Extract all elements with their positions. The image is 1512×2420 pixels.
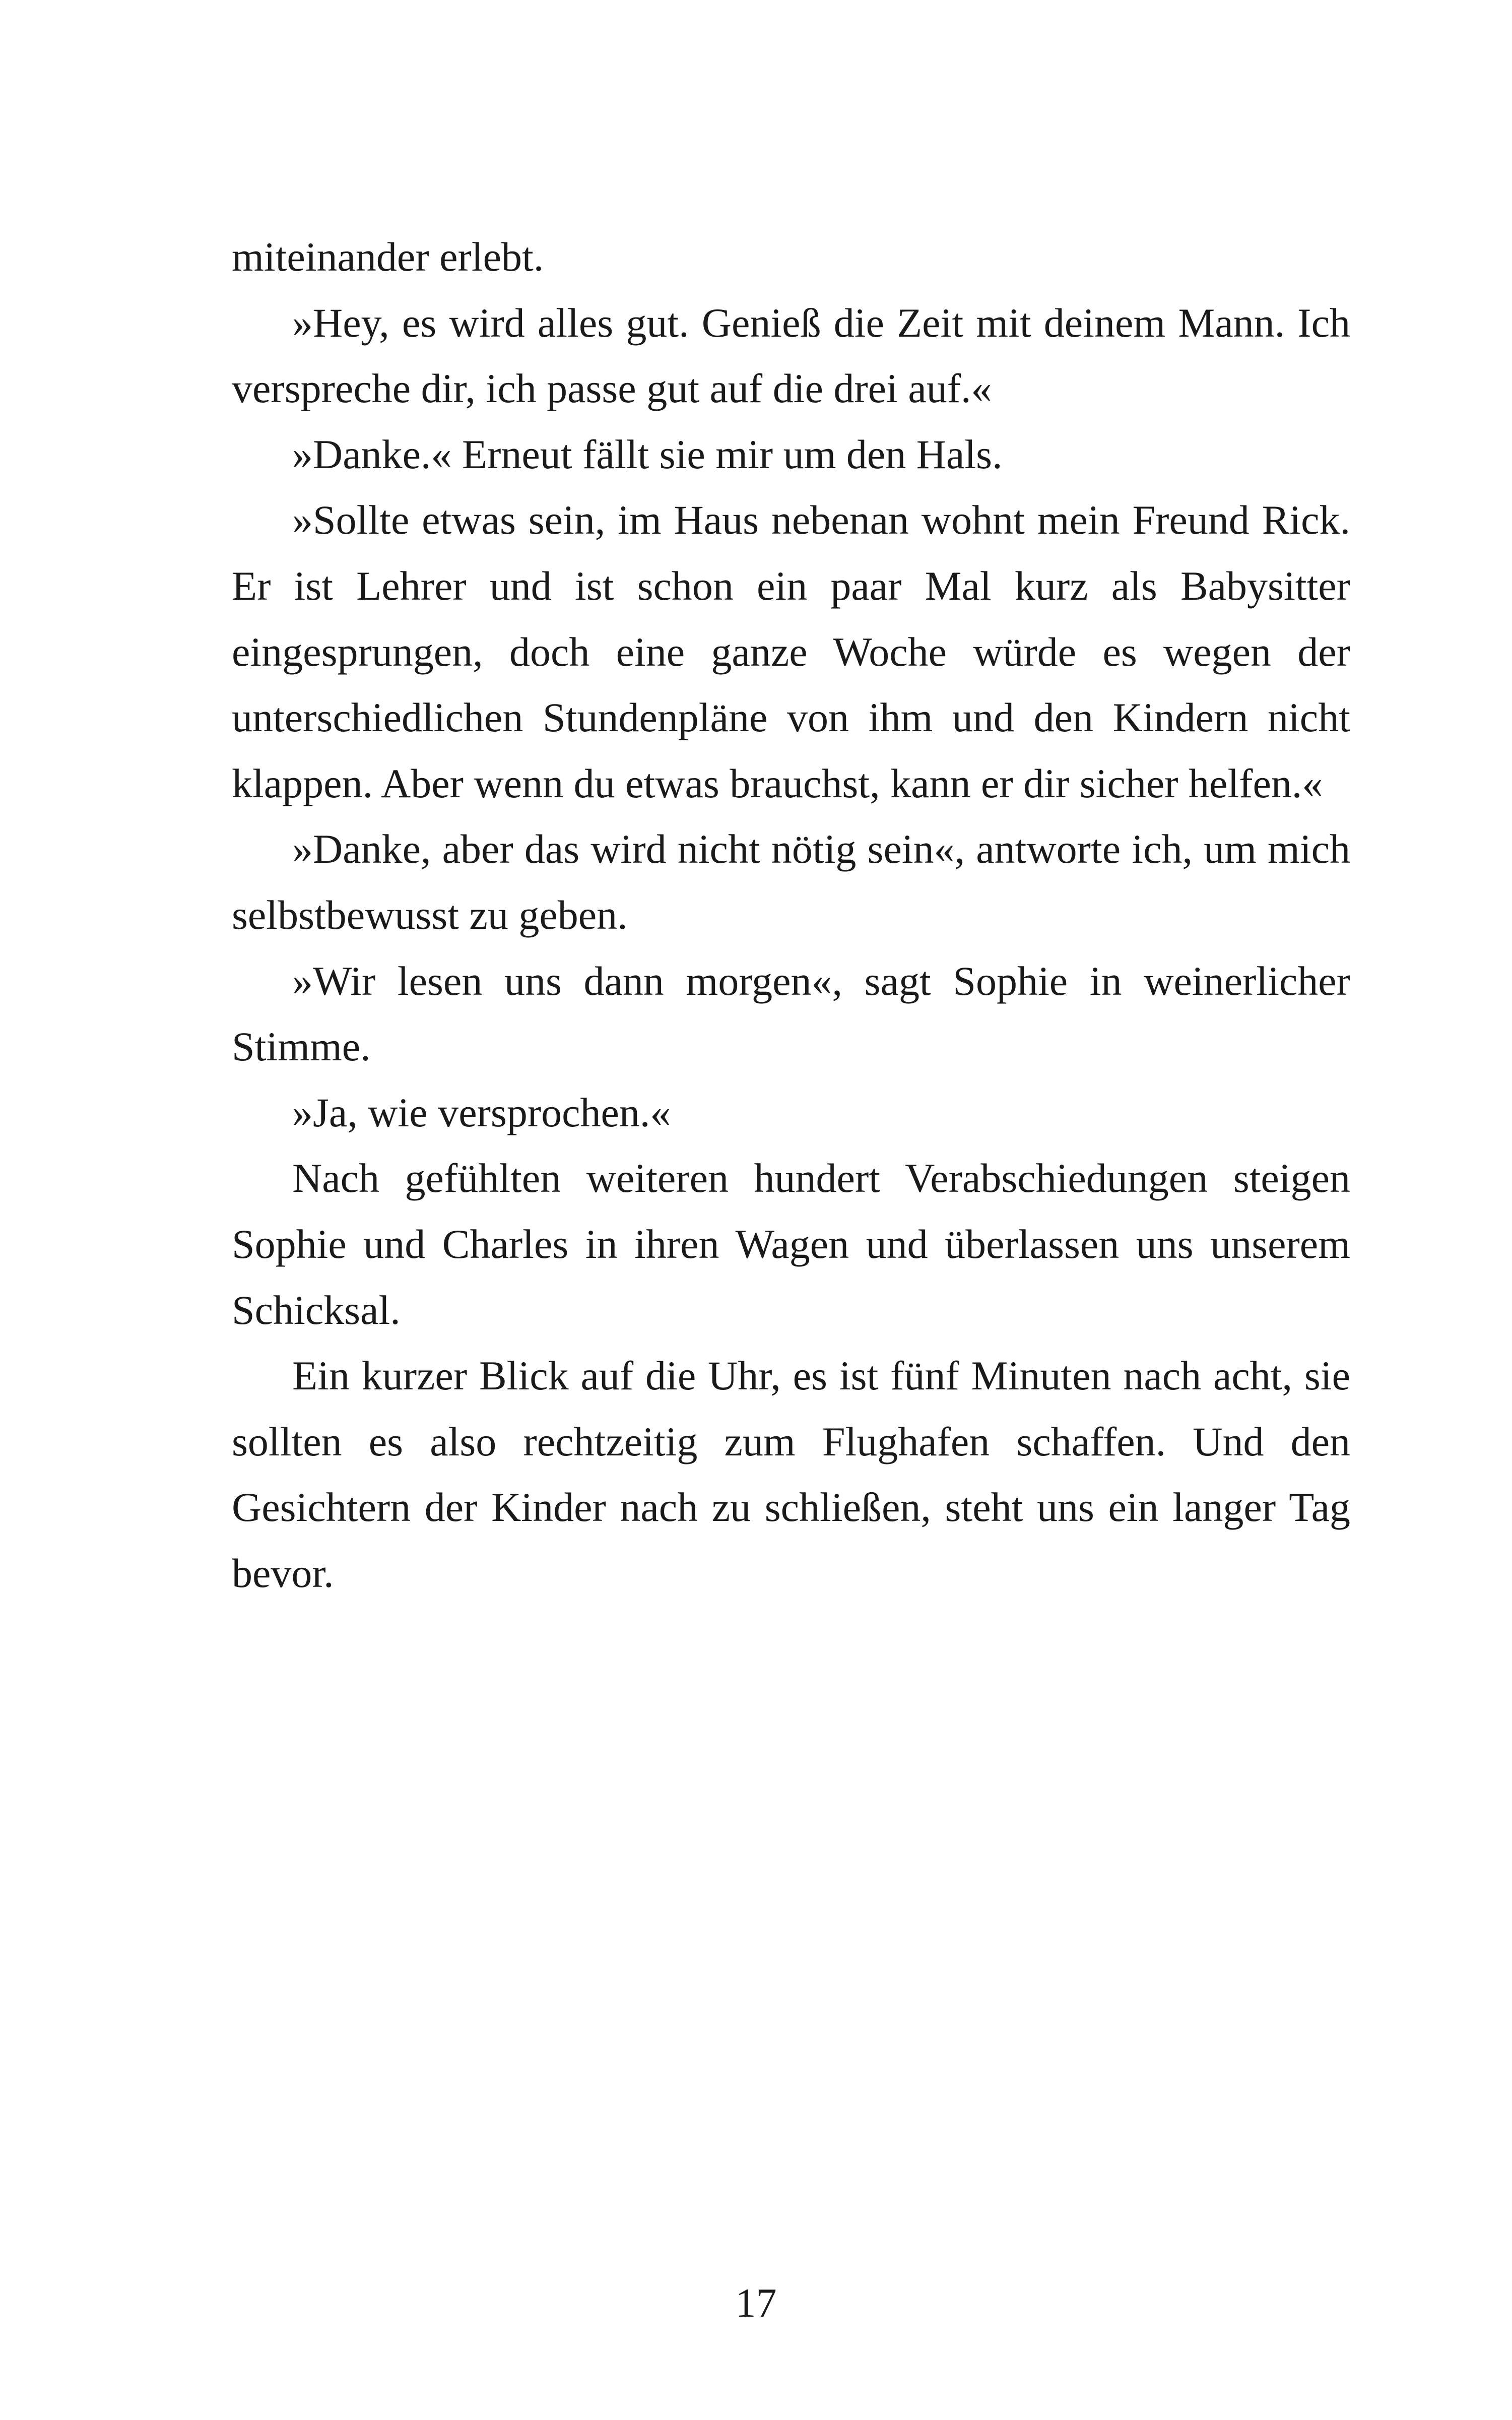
paragraph: »Hey, es wird alles gut. Genieß die Zeit mit deinem Mann. Ich verspreche dir, ich passe gut auf die drei auf.« — [232, 299, 1350, 412]
paragraph: »Wir lesen uns dann morgen«, sagt Sophie in weinerlicher Stimme. — [232, 958, 1350, 1070]
paragraph: Nach gefühlten weiteren hundert Verabschiedungen steigen Sophie und Charles in ihren Wagen und überlassen uns unserem Schicksal. — [232, 1155, 1350, 1333]
paragraph: »Danke.« Erneut fällt sie mir um den Hals. — [292, 431, 1003, 477]
paragraph: »Ja, wie versprochen.« — [292, 1089, 671, 1135]
paragraph: miteinander erlebt. — [232, 234, 544, 280]
paragraph: »Danke, aber das wird nicht nötig sein«, antworte ich, um mich selbstbewusst zu geben. — [232, 826, 1350, 938]
page-number: 17 — [735, 2280, 777, 2326]
paragraph: »Sollte etwas sein, im Haus nebenan wohnt mein Freund Rick. Er ist Lehrer und ist schon ein paar Mal kurz als Babysitter eingesprungen, doch eine ganze Woche würde es wegen der unterschiedlichen Stundenpläne von ihm und den Kindern nicht klappen. Aber wenn du etwas brauchst, kann er dir sicher helfen.« — [232, 497, 1350, 806]
body-text — [232, 224, 1350, 1606]
paragraph: Ein kurzer Blick auf die Uhr, es ist fünf Minuten nach acht, sie sollten es also rechtzeitig zum Flughafen schaffen. Und den Gesichtern der Kinder nach zu schließen, steht uns ein langer Tag bevor. — [232, 1353, 1350, 1596]
